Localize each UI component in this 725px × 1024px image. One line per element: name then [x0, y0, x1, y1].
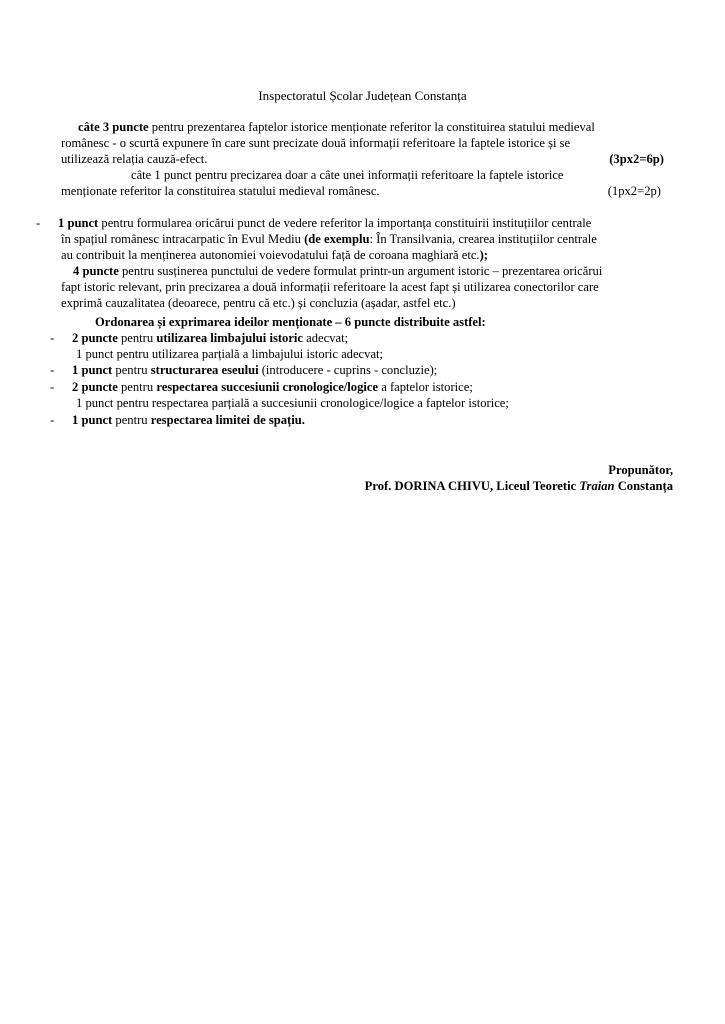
criterion-4-line-2: fapt istoric relevant, prin precizarea a două informații referitoare la acest fapt și utilizarea conectorilor care — [61, 280, 599, 294]
criterion-4-line-1: 4 puncte pentru susținerea punctului de vedere formulat printr-un argument istoric – prezentarea oricărui — [73, 264, 603, 278]
list-item: 2 puncte pentru utilizarea limbajului istoric adecvat; — [72, 331, 349, 345]
criterion-4-line-3: exprimă cauzalitatea (deoarece, pentru că etc.) și concluzia (așadar, astfel etc.) — [61, 296, 456, 310]
signature-name: Prof. DORINA CHIVU, Liceul Teoretic Traian Constanța — [364, 479, 673, 493]
list-item: 1 punct pentru utilizarea parțială a limbajului istoric adecvat; — [76, 347, 384, 361]
bullet-dash: - — [36, 216, 41, 230]
criterion-1-points: câte 3 puncte — [78, 120, 149, 134]
bullet-dash: - — [50, 363, 55, 377]
signature-role: Propunător, — [608, 463, 673, 477]
criterion-1-line-2: românesc - o scurtă expunere în care sunt precizate două informații referitoare la faptele istorice și se — [61, 136, 571, 150]
list-item: 1 punct pentru structurarea eseului (introducere - cuprins - concluzie); — [72, 363, 438, 377]
bullet-dash: - — [50, 380, 55, 394]
criterion-3-line-3: au contribuit la menținerea autonomiei voievodatului față de coroana maghiară etc.); — [61, 248, 488, 262]
criterion-1-line-1: câte 3 puncte pentru prezentarea faptelor istorice menționate referitor la constituirea statului medieval — [78, 120, 595, 134]
criterion-2-line-1: câte 1 punct pentru precizarea doar a câte unei informații referitoare la faptele istorice — [131, 168, 564, 182]
criterion-3-line-1: 1 punct pentru formularea oricărui punct de vedere referitor la importanța constituirii instituțiilor centrale — [58, 216, 592, 230]
list-item: 1 punct pentru respectarea parțială a succesiunii cronologice/logice a faptelor istorice; — [76, 396, 509, 410]
bullet-dash: - — [50, 331, 55, 345]
criterion-1-score: (3px2=6p) — [609, 152, 664, 166]
criterion-1-line-3: utilizează relația cauză-efect. (3px2=6p) — [61, 152, 664, 166]
list-item: 2 puncte pentru respectarea succesiunii cronologice/logice a faptelor istorice; — [72, 380, 473, 394]
criterion-3-points: 1 punct — [58, 216, 99, 230]
criterion-2-line-2: menționate referitor la constituirea statului medieval românesc. (1px2=2p) — [61, 184, 661, 198]
list-item: 1 punct pentru respectarea limitei de spațiu. — [72, 413, 305, 427]
criterion-3-line-2: în spațiul românesc intracarpatic în Evul Mediu (de exemplu: În Transilvania, crearea instituțiilor centrale — [61, 232, 597, 246]
bullet-dash: - — [50, 413, 55, 427]
criterion-4-points: 4 puncte — [73, 264, 119, 278]
section-heading: Ordonarea și exprimarea ideilor menționate – 6 puncte distribuite astfel: — [95, 315, 486, 329]
criterion-2-score: (1px2=2p) — [607, 184, 661, 198]
page-header: Inspectoratul Școlar Județean Constanța — [258, 88, 467, 103]
